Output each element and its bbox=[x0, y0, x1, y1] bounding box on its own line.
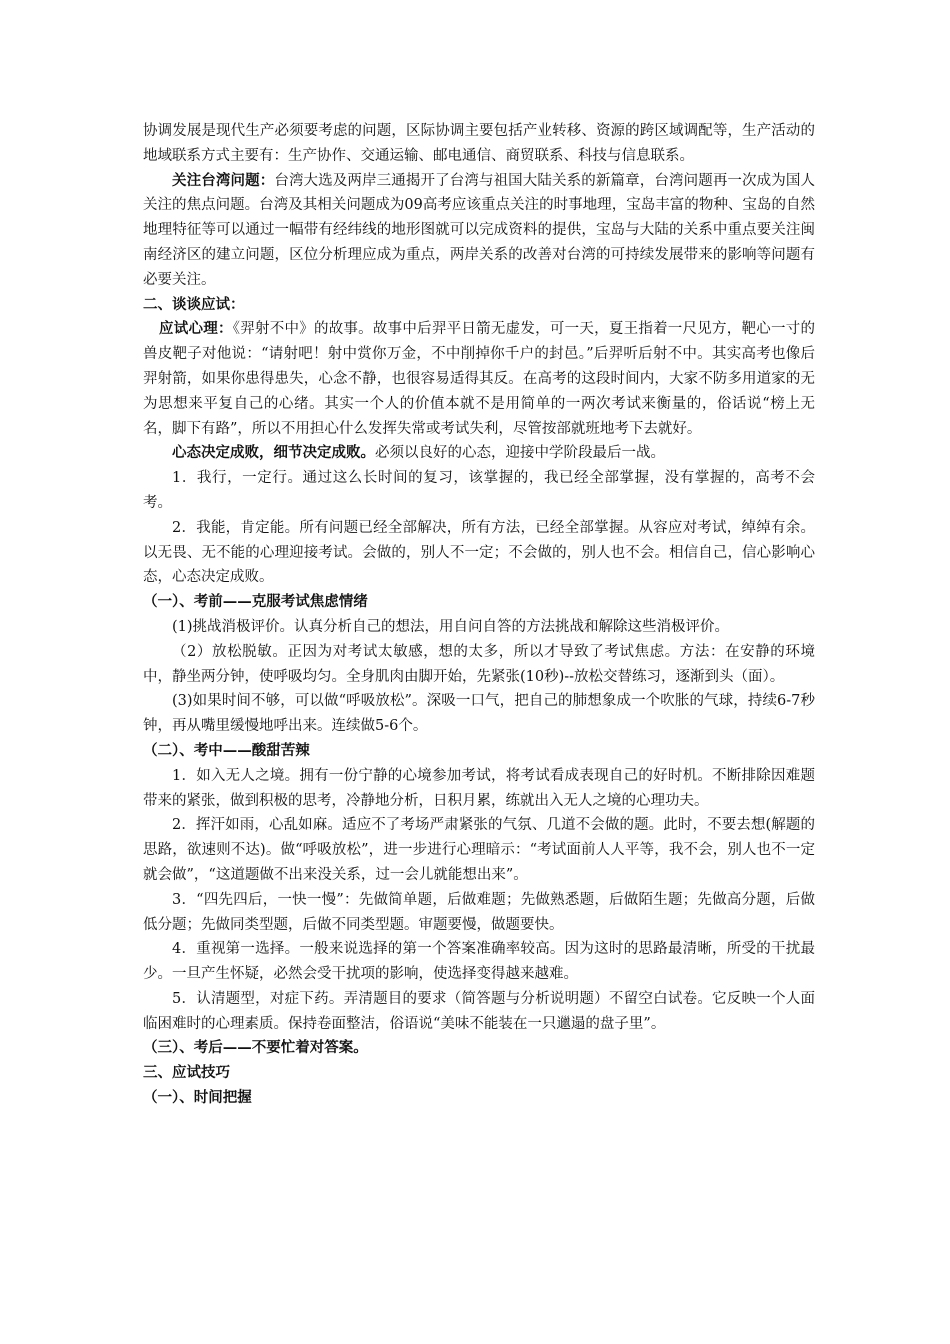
attitude-lead: 心态决定成败，细节决定成败。 bbox=[172, 444, 375, 462]
exam-psychology-lead: 应试心理： bbox=[159, 320, 233, 338]
list-item-during-2: 2．挥汗如雨，心乱如麻。适应不了考场严肃紧张的气氛、几道不会做的题。此时，不要去想(解题的思路，欲速则不达)。做“呼吸放松”，进一步进行心理暗示：“考试面前人人平等，我不会，别人也不一定就会做”，“这道题做不出来没关系，过一会儿就能想出来”。 bbox=[143, 817, 815, 883]
list-item-confidence-2: 2．我能，肯定能。所有问题已经全部解决，所有方法，已经全部掌握。从容应对考试，绰绰有余。以无畏、无不能的心理迎接考试。会做的，别人不一定；不会做的，别人也不会。相信自己，信心影响心态，心态决定成败。 bbox=[143, 519, 815, 586]
subheading-time-management: （一）、时间把握 bbox=[143, 1089, 252, 1107]
list-item-during-5: 5．认清题型，对症下药。弄清题目的要求（简答题与分析说明题）不留空白试卷。它反映一个人面临困难时的心理素质。保持卷面整洁，俗语说“美味不能装在一只邋遢的盘子里”。 bbox=[143, 990, 815, 1032]
section-heading-exam-talk: 二、谈谈应试： bbox=[143, 295, 245, 313]
exam-psychology-text: 《羿射不中》的故事。故事中后羿平日箭无虚发，可一天，夏王指着一尺见方，靶心一寸的兽皮靶子对他说：“请射吧！射中赏你万金，不中削掉你千户的封邑。”后羿听后射不中。其实高考也像后羿射箭，如果你患得患失，心念不静，也很容易适得其反。在高考的这段时间内，大家不防多用道家的无为思想来平复自己的心绪。其实一个人的价值本就不是用简单的一两次考试来衡量的，俗话说“榜上无名，脚下有路”，所以不用担心什么发挥失常或考试失利，尽管按部就班地考下去就好。 bbox=[143, 321, 816, 437]
subheading-before-exam: （一）、考前——克服考试焦虑情绪 bbox=[143, 593, 368, 611]
paragraph-attitude bbox=[143, 441, 815, 466]
list-item-during-4: 4．重视第一选择。一般来说选择的第一个答案准确率较高。因为这时的思路最清晰，所受的干扰最少。一旦产生怀疑，必然会受干扰项的影响，使选择变得越来越难。 bbox=[143, 941, 815, 983]
paragraph-exam-psychology bbox=[143, 317, 815, 441]
paragraph-regional-coordination: 协调发展是现代生产必须要考虑的问题，区际协调主要包括产业转移、资源的跨区域调配等，生产活动的地域联系方式主要有：生产协作、交通运输、邮电通信、商贸联系、科技与信息联系。 bbox=[143, 123, 815, 164]
list-item-during-3: 3．“四先四后，一快一慢”：先做简单题，后做难题；先做熟悉题，后做陌生题；先做高分题，后做低分题；先做同类型题，后做不同类型题。审题要慢，做题要快。 bbox=[143, 891, 815, 933]
taiwan-text: 台湾大选及两岸三通揭开了台湾与祖国大陆关系的新篇章，台湾问题再一次成为国人关注的焦点问题。台湾及其相关问题成为09高考应该重点关注的时事地理，宝岛丰富的物种、宝岛的自然地理特征等可以通过一幅带有经纬线的地形图就可以完成资料的提供，宝岛与大陆的关系中重点要关注闽南经济区的建立问题，区位分析理应成为重点，两岸关系的改善对台湾的可持续发展带来的影响等问题有必要关注。 bbox=[143, 172, 816, 288]
list-item-confidence-1: 1．我行，一定行。通过这么长时间的复习，该掌握的，我已经全部掌握，没有掌握的，高考不会考。 bbox=[143, 470, 815, 511]
list-item-before-2: （2）放松脱敏。正因为对考试太敏感，想的太多，所以才导致了考试焦虑。方法：在安静的环境中，静坐两分钟，使呼吸均匀。全身肌肉由脚开始，先紧张(10秒)--放松交替练习，逐渐到头（面）。 bbox=[143, 643, 815, 685]
section-heading-exam-skills: 三、应试技巧 bbox=[143, 1064, 230, 1082]
taiwan-lead: 关注台湾问题： bbox=[172, 171, 275, 189]
subheading-after-exam: （三）、考后——不要忙着对答案。 bbox=[143, 1039, 368, 1057]
subheading-during-exam: （二）、考中——酸甜苦辣 bbox=[143, 741, 310, 759]
list-item-during-1: 1．如入无人之境。拥有一份宁静的心境参加考试，将考试看成表现自己的好时机。不断排除因难题带来的紧张，做到积极的思考，冷静地分析，日积月累，练就出入无人之境的心理功夫。 bbox=[143, 767, 815, 809]
list-item-before-3: (3)如果时间不够，可以做“呼吸放松”。深吸一口气，把自己的肺想象成一个吹胀的气球，持续6-7秒钟，再从嘴里缓慢地呼出来。连续做5-6个。 bbox=[143, 693, 815, 735]
attitude-text: 必须以良好的心态，迎接中学阶段最后一战。 bbox=[375, 445, 665, 462]
document-body bbox=[143, 119, 815, 1111]
list-item-before-1: (1)挑战消极评价。认真分析自己的想法，用自问自答的方法挑战和解除这些消极评价。 bbox=[172, 618, 730, 635]
paragraph-taiwan bbox=[143, 169, 815, 293]
